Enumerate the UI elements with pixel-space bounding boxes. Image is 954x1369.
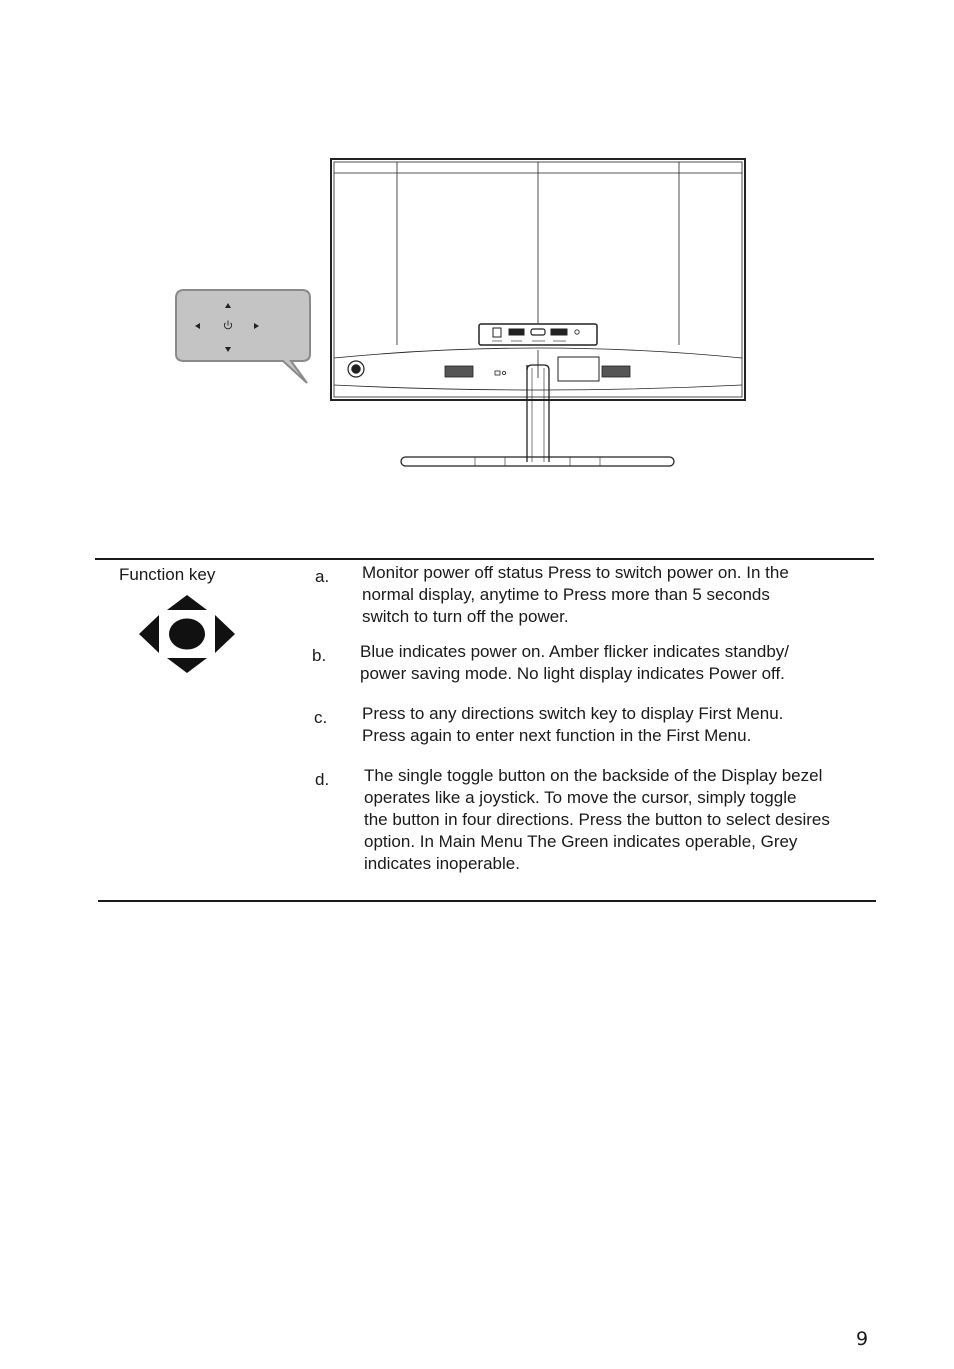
item-text: Monitor power off status Press to switch power on. In the normal display, anytime to Press more than 5 seconds switch to turn off the power. [362,563,789,626]
page-number: 9 [856,1328,869,1350]
item-text: Blue indicates power on. Amber flicker indicates standby/ power saving mode. No light display indicates Power off. [360,642,790,683]
monitor-rear-diagram [0,0,954,500]
item-text: The single toggle button on the backside of the Display bezel operates like a joystick. To move the cursor, simply toggle the button in four directions. Press the button to select desires option. In Main Menu The Green indicates operable, Grey indicates inoperable. [364,766,830,873]
item-letter: c. [314,708,328,727]
table-bottom-rule [98,900,876,902]
item-letter: d. [315,770,330,789]
function-key-label: Function key [119,565,216,584]
item-text: Press to any directions switch key to display First Menu. Press again to enter next function in the First Menu. [362,704,784,745]
joystick-direction-icon [138,594,238,676]
monitor-rear-illustration [331,159,745,466]
item-letter: b. [312,646,327,665]
joystick-callout-icon [176,290,310,383]
table-top-rule [95,558,874,560]
item-letter: a. [315,567,330,586]
